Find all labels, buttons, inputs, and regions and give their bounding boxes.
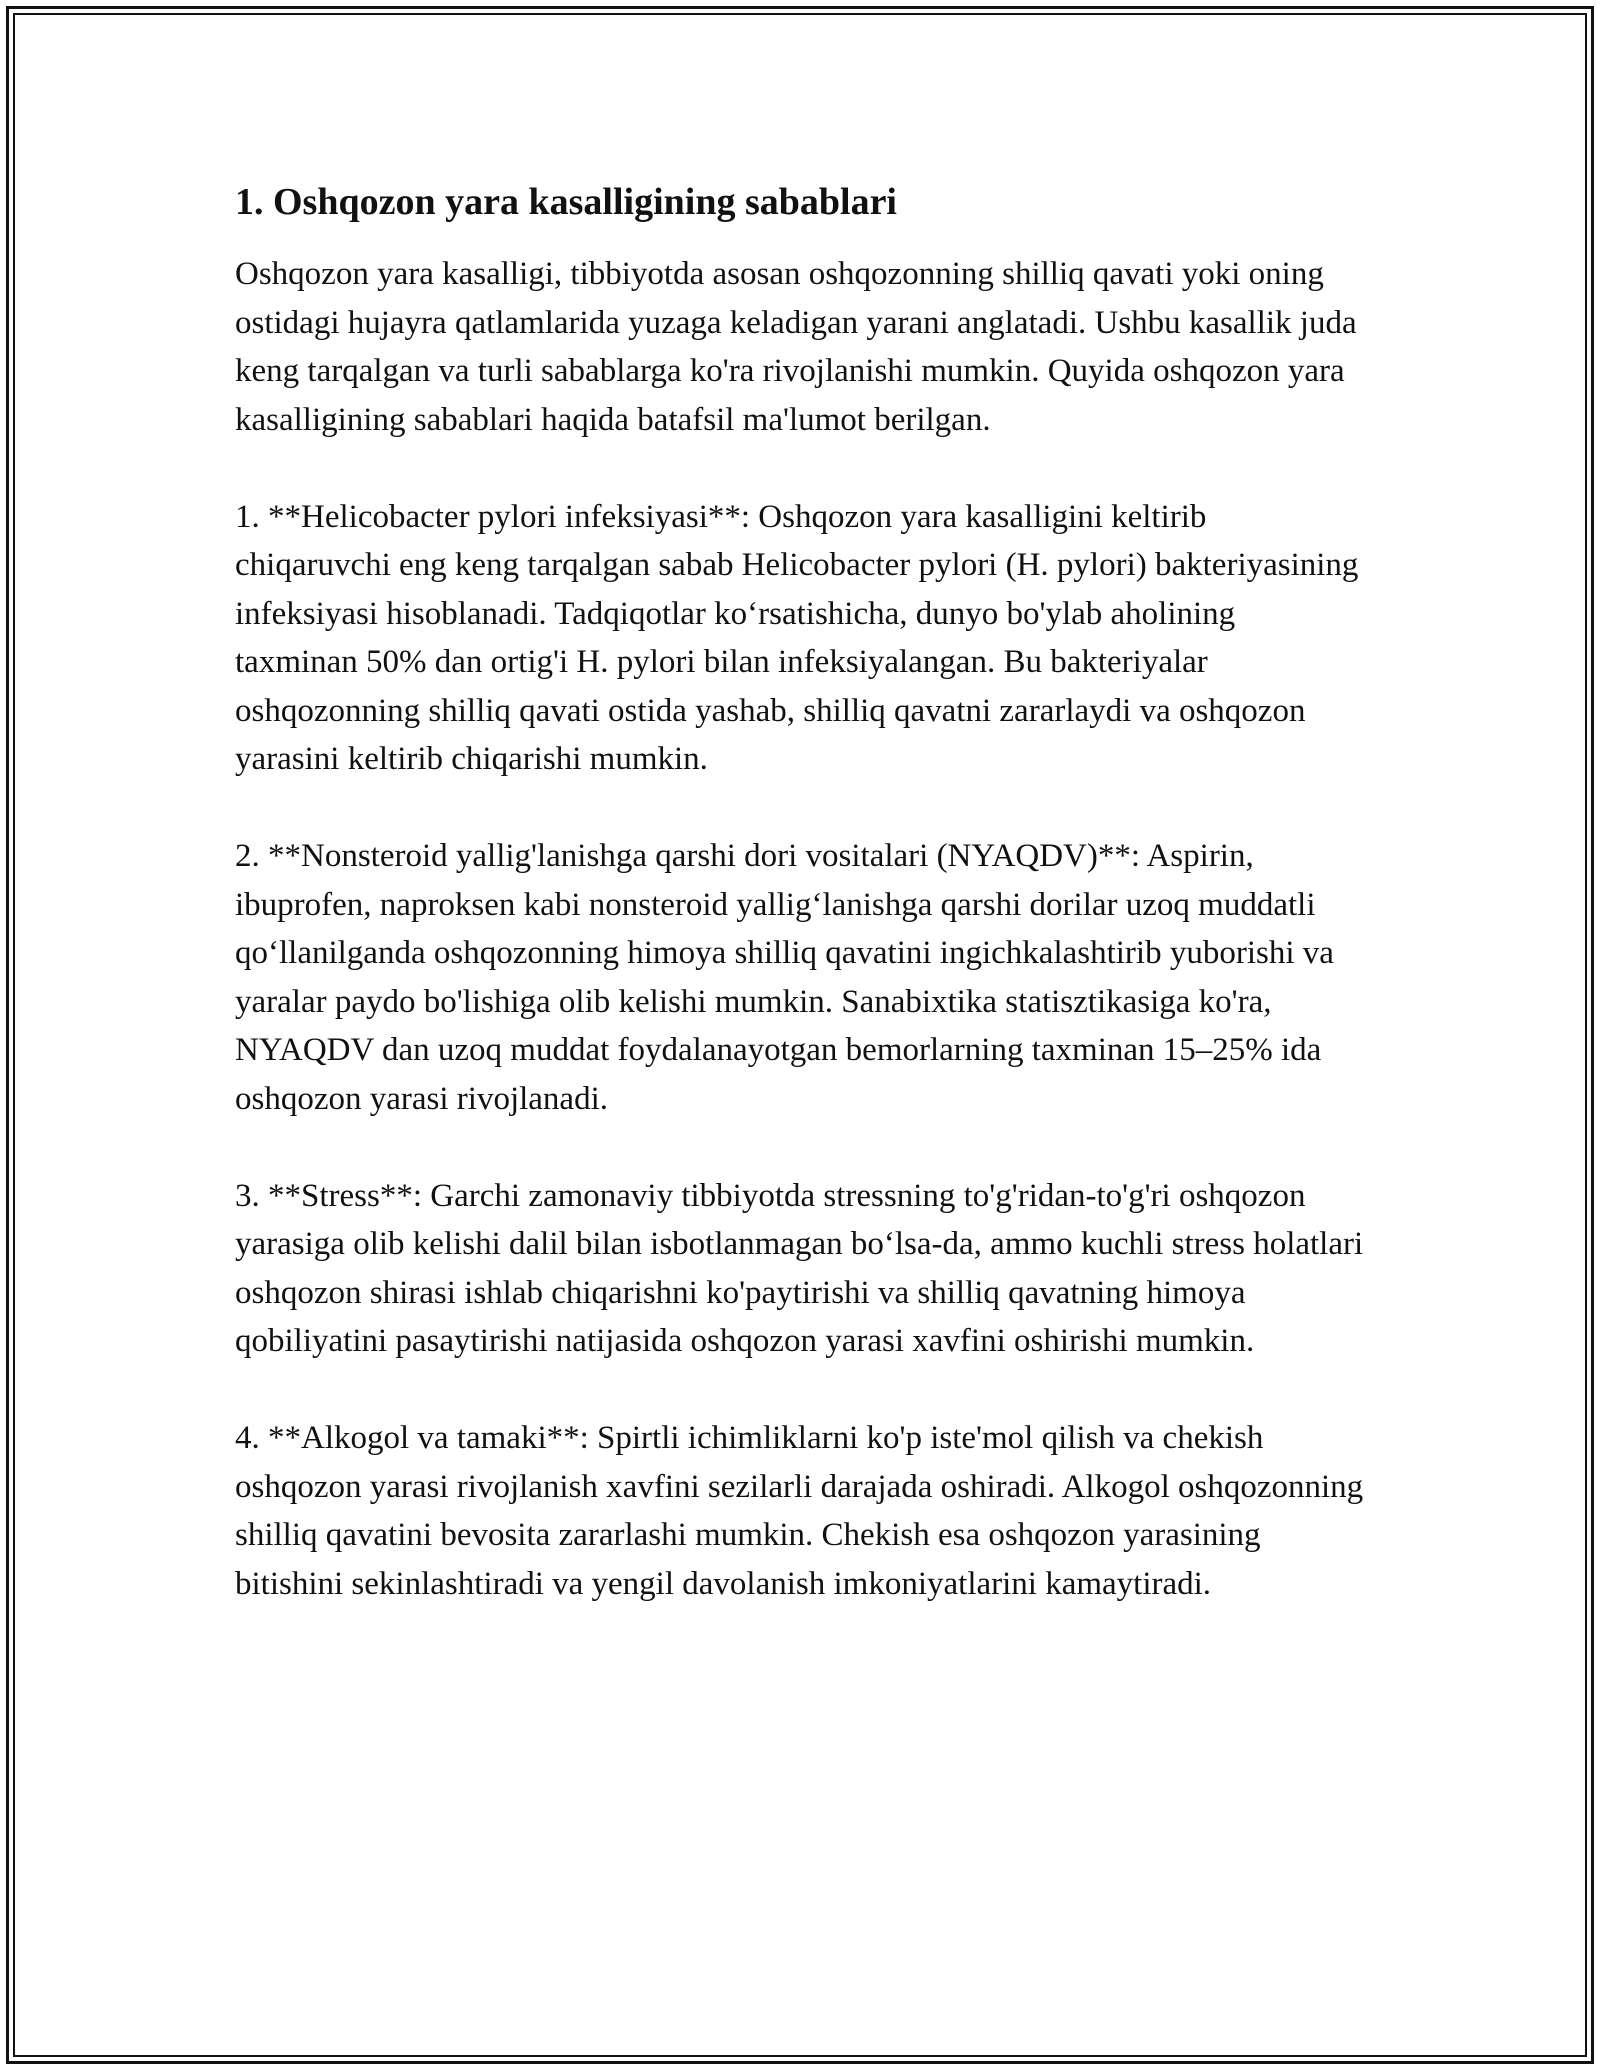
document-heading: 1. Oshqozon yara kasalligining sabablari	[235, 181, 897, 223]
cause-alcohol-tobacco-paragraph: 4. **Alkogol va tamaki**: Spirtli ichimliklarni ko'p iste'mol qilish va chekish oshqozon yarasi rivojlanish xavfini sezilarli darajada oshiradi. Alkogol oshqozonning shilliq qavatini bevosita zararlashi mumkin. Chekish esa oshqozon yarasining bitishini sekinlashtiradi va yengil davolanish imkoniyatlarini kamaytiradi.	[235, 1420, 1364, 1602]
cause-nsaid-paragraph: 2. **Nonsteroid yallig'lanishga qarshi dori vositalari (NYAQDV)**: Aspirin, ibuprofen, naproksen kabi nonsteroid yalligʻlanishga qarshi dorilar uzoq muddatli qoʻllanilganda oshqozonning himoya shilliq qavatini ingichkalashtirib yuborishi va yaralar paydo bo'lishiga olib kelishi mumkin. Sanabixtika statisztikasiga ko'ra, NYAQDV dan uzoq muddat foydalanayotgan bemorlarning taxminan 15–25% ida oshqozon yarasi rivojlanadi.	[235, 838, 1334, 1117]
intro-paragraph: Oshqozon yara kasalligi, tibbiyotda asosan oshqozonning shilliq qavati yoki oning ostidagi hujayra qatlamlarida yuzaga keladigan yarani anglatadi. Ushbu kasallik juda keng tarqalgan va turli sabablarga ko'ra rivojlanishi mumkin. Quyida oshqozon yara kasalligining sabablari haqida batafsil ma'lumot berilgan.	[235, 256, 1357, 438]
cause-helicobacter-paragraph: 1. **Helicobacter pylori infeksiyasi**: Oshqozon yara kasalligini keltirib chiqaruvchi eng keng tarqalgan sabab Helicobacter pylori (H. pylori) bakteriyasining infeksiyasi hisoblanadi. Tadqiqotlar koʻrsatishicha, dunyo bo'ylab aholining taxminan 50% dan ortig'i H. pylori bilan infeksiyalangan. Bu bakteriyalar oshqozonning shilliq qavati ostida yashab, shilliq qavatni zararlaydi va oshqozon yarasini keltirib chiqarishi mumkin.	[235, 498, 1359, 777]
document-body	[235, 178, 1365, 1657]
cause-stress-paragraph: 3. **Stress**: Garchi zamonaviy tibbiyotda stressning to'g'ridan-to'g'ri oshqozon yarasiga olib kelishi dalil bilan isbotlanmagan boʻlsa-da, ammo kuchli stress holatlari oshqozon shirasi ishlab chiqarishni ko'paytirishi va shilliq qavatning himoya qobiliyatini pasaytirishi natijasida oshqozon yarasi xavfini oshirishi mumkin.	[235, 1177, 1364, 1359]
